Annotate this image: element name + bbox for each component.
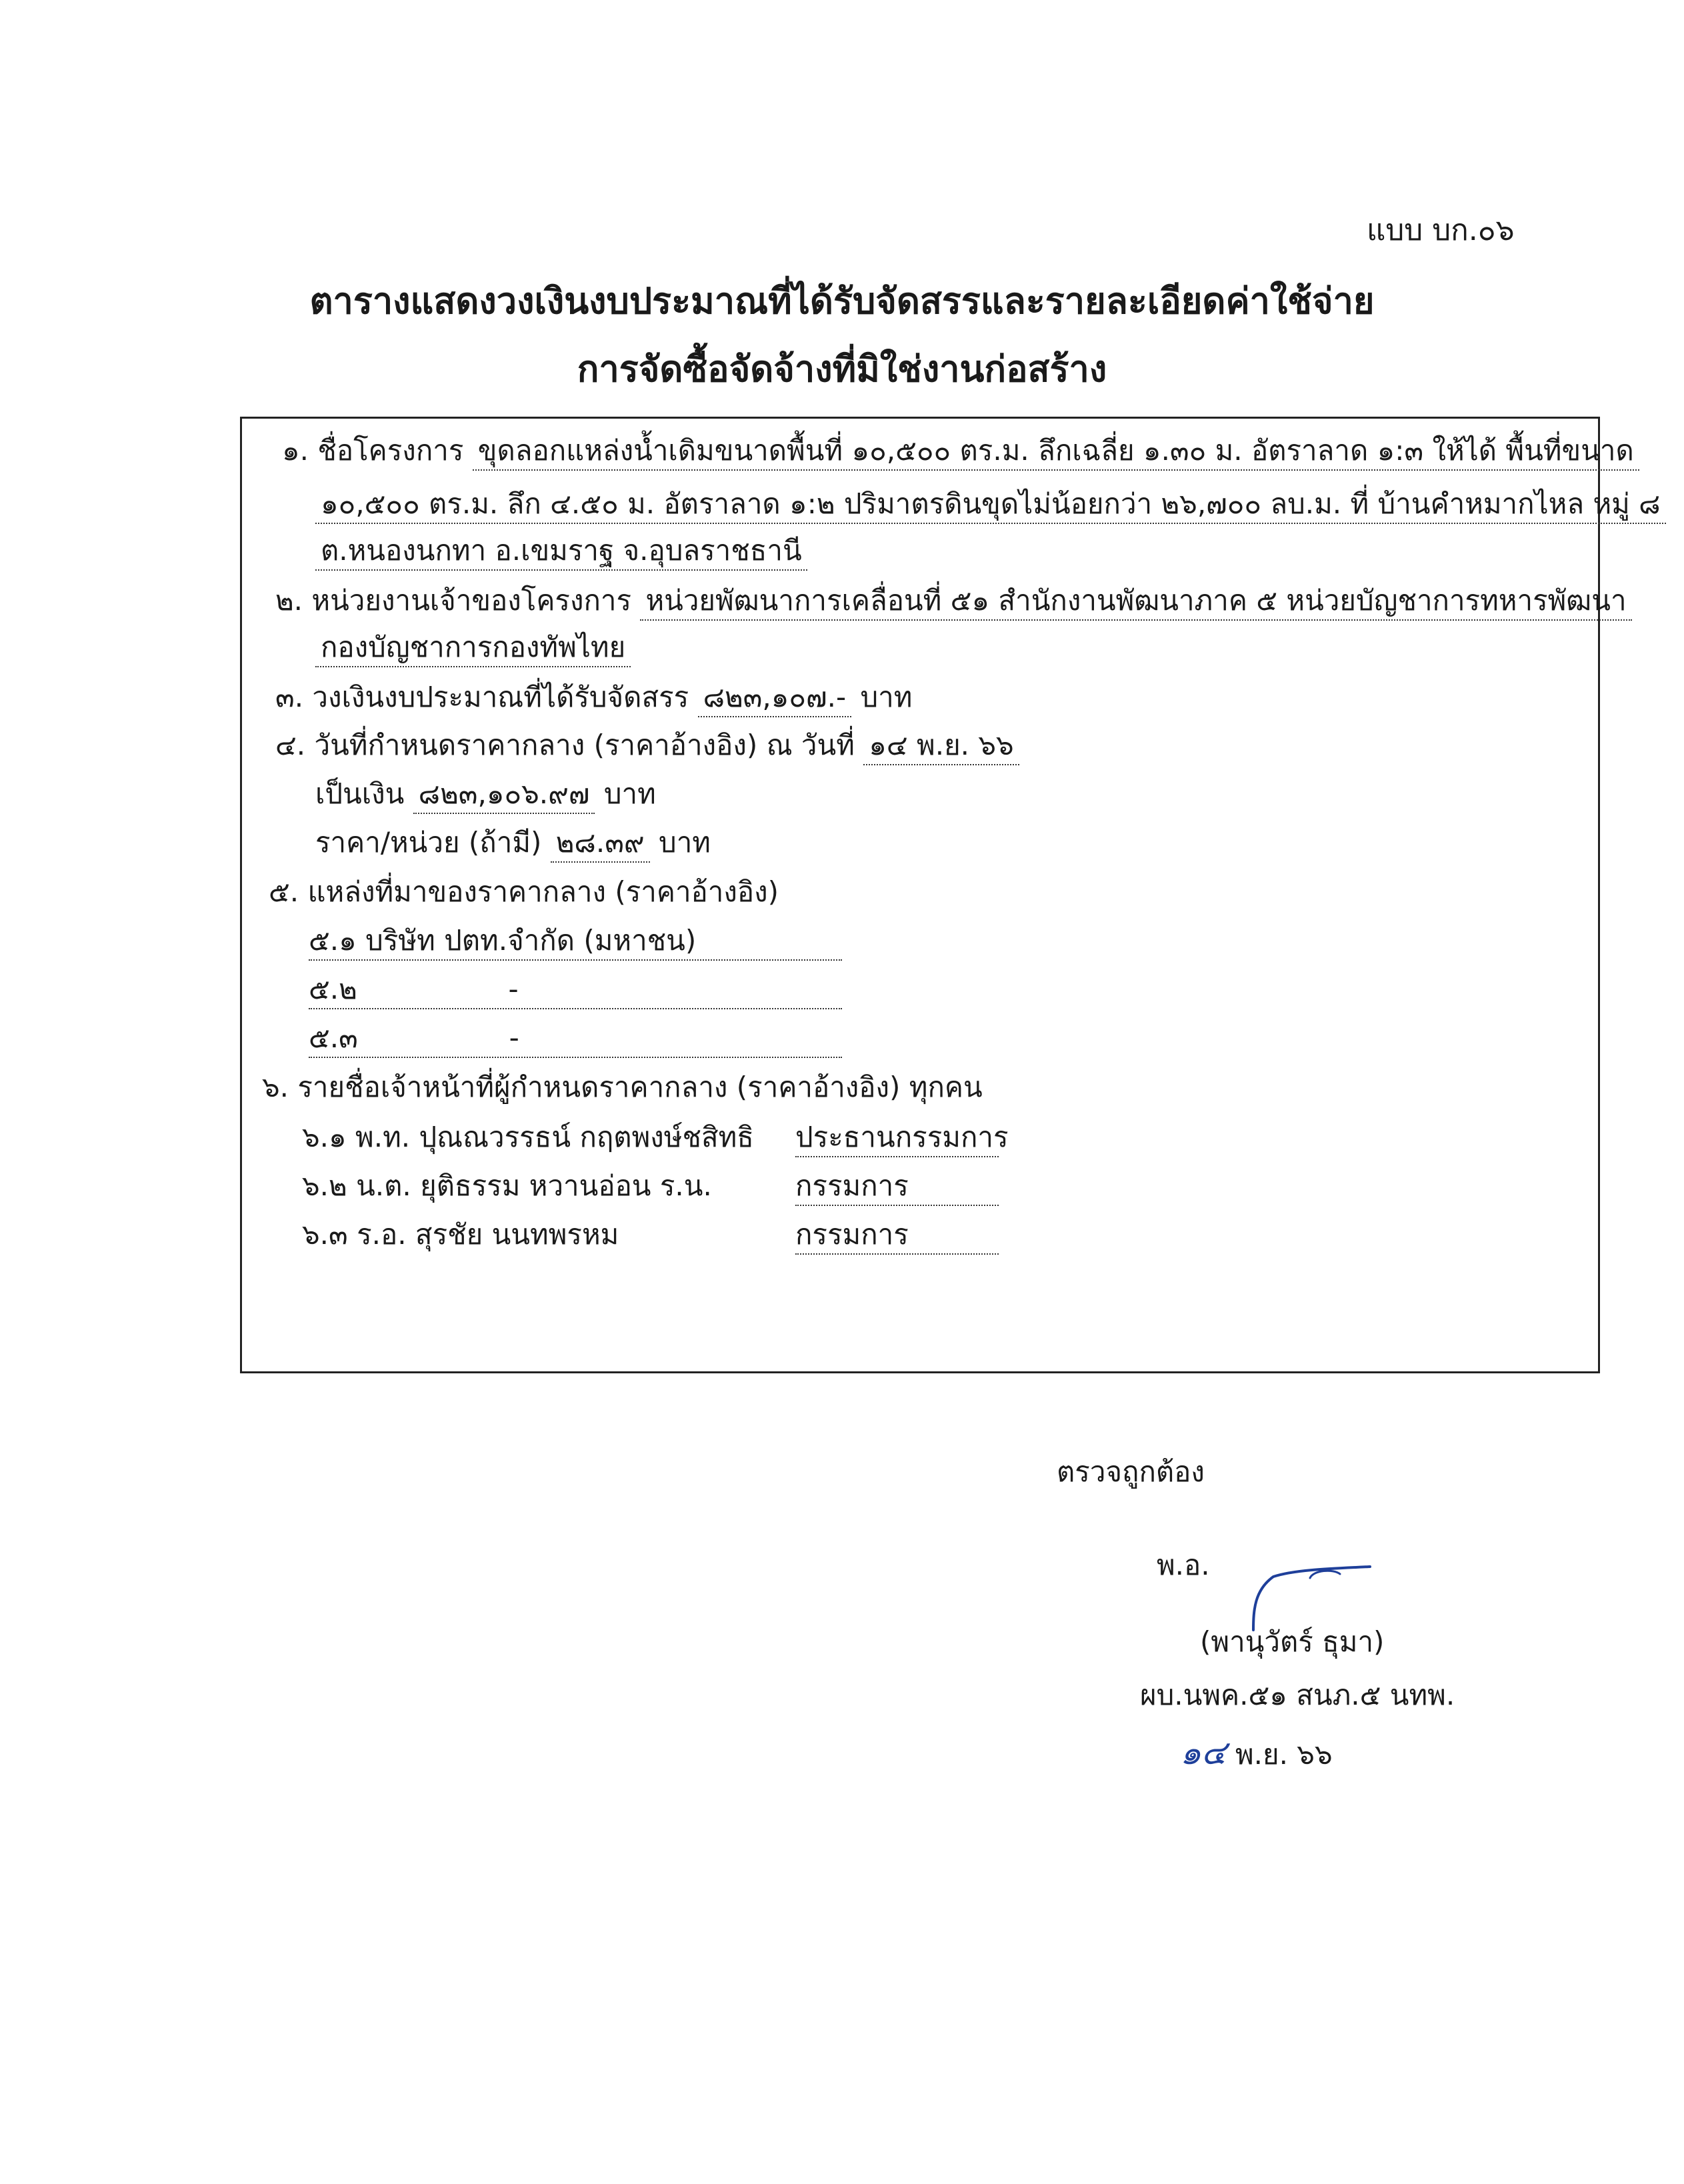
member-number: ๖.๑: [302, 1121, 347, 1153]
unit-price-label: ราคา/หน่วย (ถ้ามี): [315, 826, 542, 859]
approval-date: [1180, 1727, 1333, 1779]
approver-name: (พานุวัตร์ ธุมา): [1200, 1625, 1385, 1658]
committee-member: [302, 1119, 754, 1156]
unit-price-line: [315, 824, 711, 863]
source-text: -: [509, 1021, 519, 1054]
document-title: ตารางแสดงวงเงินงบประมาณที่ได้รับจัดสรรและรายละเอียดค่าใช้จ่าย: [309, 280, 1375, 322]
project-line-1: [282, 432, 1639, 471]
member-role: กรรมการ: [795, 1216, 999, 1255]
budget-line: [275, 679, 912, 717]
member-number: ๖.๓: [302, 1218, 348, 1251]
member-role: กรรมการ: [795, 1167, 999, 1206]
amount-unit: บาท: [603, 777, 656, 810]
committee-member: [302, 1216, 619, 1253]
member-name: น.ต. ยุติธรรม หวานอ่อน ร.น.: [356, 1169, 712, 1202]
agency-line-1: [275, 582, 1632, 621]
approver-position: ผบ.นพค.๕๑ สนภ.๕ นทพ.: [1140, 1679, 1455, 1711]
approval-date-day: ๑๔: [1180, 1733, 1227, 1772]
project-line-2: [315, 485, 1666, 524]
reference-date-value: ๑๔ พ.ย. ๖๖: [863, 727, 1019, 765]
sources-heading: ๕. แหล่งที่มาของราคากลาง (ราคาอ้างอิง): [269, 875, 779, 908]
member-role: ประธานกรรมการ: [795, 1119, 999, 1157]
budget-unit: บาท: [860, 681, 913, 713]
project-name-3: ต.หนองนกทา อ.เขมราฐ จ.อุบลราชธานี: [315, 532, 807, 571]
budget-label: ๓. วงเงินงบประมาณที่ได้รับจัดสรร: [275, 681, 689, 713]
source-item: [309, 922, 842, 961]
amount-label: เป็นเงิน: [315, 777, 405, 810]
agency-name-1: หน่วยพัฒนาการเคลื่อนที่ ๕๑ สำนักงานพัฒนาภาค ๕ หน่วยบัญชาการทหารพัฒนา: [640, 582, 1631, 621]
agency-line-2: [315, 629, 631, 667]
project-name-2: ๑๐,๕๐๐ ตร.ม. ลึก ๔.๕๐ ม. อัตราลาด ๑:๒ ปริมาตรดินขุดไม่น้อยกว่า ๒๖,๗๐๐ ลบ.ม. ที่ บ้านคำหมากไหล หมู่ ๘: [315, 485, 1666, 524]
budget-value: ๘๒๓,๑๐๗.-: [698, 679, 852, 717]
agency-name-2: กองบัญชาการกองทัพไทย: [315, 629, 631, 667]
source-number: ๕.๒: [309, 973, 357, 1005]
project-line-3: [315, 532, 807, 571]
source-number: ๕.๑: [309, 924, 357, 957]
committee-member: [302, 1167, 712, 1205]
form-code: แบบ บก.๐๖: [1367, 213, 1515, 247]
committee-heading: ๖. รายชื่อเจ้าหน้าที่ผู้กำหนดราคากลาง (ราคาอ้างอิง) ทุกคน: [262, 1071, 983, 1103]
amount-value: ๘๒๓,๑๐๖.๙๗: [413, 775, 595, 814]
source-item: [309, 1019, 842, 1058]
details-box: [240, 417, 1661, 1373]
document-subtitle: การจัดซื้อจัดจ้างที่มิใช่งานก่อสร้าง: [577, 348, 1107, 390]
source-item: [309, 971, 842, 1009]
approver-rank: พ.อ.: [1157, 1549, 1210, 1581]
agency-label: ๒. หน่วยงานเจ้าของโครงการ: [275, 584, 632, 617]
source-text: -: [508, 973, 519, 1005]
reference-date-line: [275, 727, 1019, 765]
unit-price-value: ๒๘.๓๙: [551, 824, 650, 863]
member-number: ๖.๒: [302, 1169, 347, 1202]
source-text: บริษัท ปตท.จำกัด (มหาชน): [365, 924, 697, 957]
project-name-1: ขุดลอกแหล่งน้ำเดิมขนาดพื้นที่ ๑๐,๕๐๐ ตร.ม. ลึกเฉลี่ย ๑.๓๐ ม. อัตราลาด ๑:๓ ให้ได้ พื้นที่ขนาด: [473, 432, 1639, 471]
reference-date-label: ๔. วันที่กำหนดราคากลาง (ราคาอ้างอิง) ณ วันที่: [275, 729, 855, 761]
unit-price-unit: บาท: [659, 826, 711, 859]
source-number: ๕.๓: [309, 1021, 358, 1054]
member-name: ร.อ. สุรชัย นนทพรหม: [357, 1218, 619, 1251]
project-label: ๑. ชื่อโครงการ: [282, 434, 464, 467]
amount-line: [315, 775, 656, 814]
member-name: พ.ท. ปุณณวรรธน์ กฤตพงษ์ชสิทธิ: [355, 1121, 754, 1153]
approval-date-rest: พ.ย. ๖๖: [1235, 1738, 1333, 1771]
verified-text: ตรวจถูกต้อง: [1057, 1455, 1205, 1488]
